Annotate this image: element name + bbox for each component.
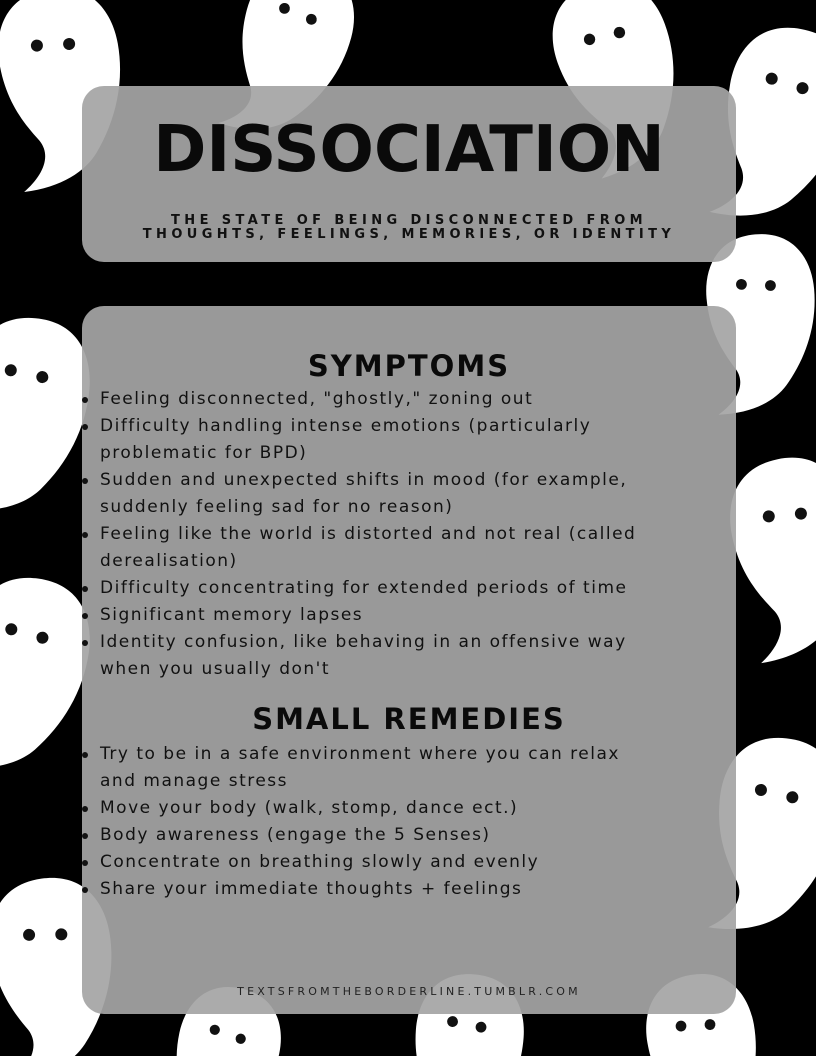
footer-source: TEXTSFROMTHEBORDERLINE.TUMBLR.COM xyxy=(237,985,581,998)
remedies-list xyxy=(82,741,662,903)
content-card xyxy=(82,306,736,1014)
list-item: Difficulty handling intense emotions (particularly problematic for BPD) xyxy=(82,413,662,467)
list-item: Difficulty concentrating for extended periods of time xyxy=(82,575,662,602)
list-item: Concentrate on breathing slowly and evenly xyxy=(82,849,662,876)
title-card xyxy=(82,86,736,262)
list-item: Body awareness (engage the 5 Senses) xyxy=(82,822,662,849)
list-item: Feeling like the world is distorted and not real (called derealisation) xyxy=(82,521,662,575)
symptoms-list xyxy=(82,386,662,683)
remedies-heading: SMALL REMEDIES xyxy=(252,702,566,736)
list-item: Identity confusion, like behaving in an offensive way when you usually don't xyxy=(82,629,662,683)
list-item: Share your immediate thoughts + feelings xyxy=(82,876,662,903)
page-title: DISSOCIATION xyxy=(153,113,665,187)
subtitle: THE STATE OF BEING DISCONNECTED FROM THOUGHTS, FEELINGS, MEMORIES, OR IDENTITY xyxy=(142,213,676,242)
list-item: Significant memory lapses xyxy=(82,602,662,629)
symptoms-heading: SYMPTOMS xyxy=(307,349,511,383)
list-item: Try to be in a safe environment where you can relax and manage stress xyxy=(82,741,662,795)
list-item: Feeling disconnected, "ghostly," zoning out xyxy=(82,386,662,413)
list-item: Move your body (walk, stomp, dance ect.) xyxy=(82,795,662,822)
list-item: Sudden and unexpected shifts in mood (for example, suddenly feeling sad for no reason) xyxy=(82,467,662,521)
